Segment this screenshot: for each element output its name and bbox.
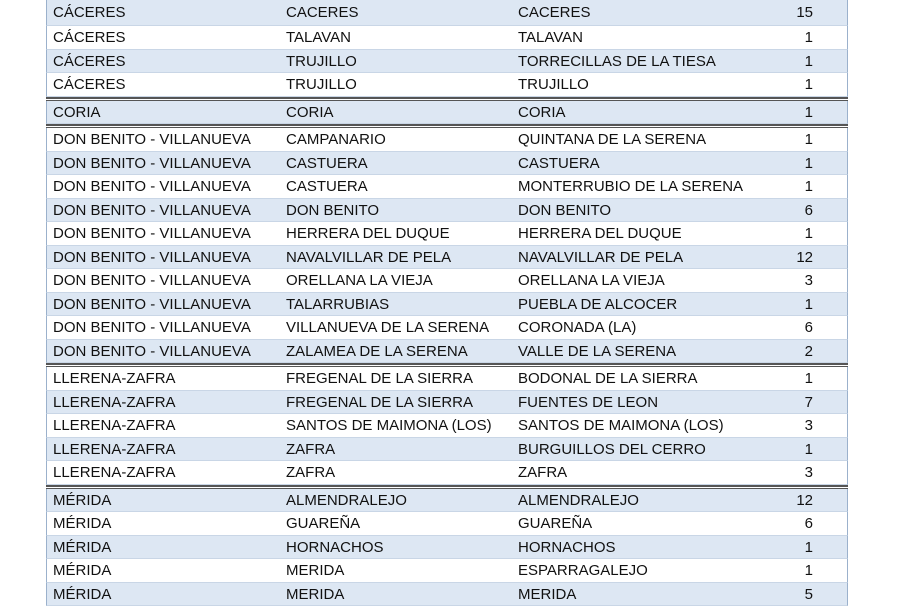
count-cell: 1 [767, 438, 827, 462]
area-cell: DON BENITO - VILLANUEVA [53, 293, 281, 317]
town-cell: CASTUERA [518, 152, 768, 176]
town-cell: CACERES [518, 0, 768, 26]
count-cell: 7 [767, 391, 827, 415]
count-cell: 1 [767, 26, 827, 50]
table-row [46, 175, 848, 199]
table-row [46, 73, 848, 97]
count-cell: 3 [767, 461, 827, 485]
area-cell: CÁCERES [53, 73, 281, 97]
zone-cell: ALMENDRALEJO [286, 489, 514, 513]
area-cell: LLERENA-ZAFRA [53, 438, 281, 462]
area-cell: MÉRIDA [53, 489, 281, 513]
zone-cell: MERIDA [286, 583, 514, 606]
area-cell: DON BENITO - VILLANUEVA [53, 199, 281, 223]
count-cell: 6 [767, 316, 827, 340]
town-cell: BURGUILLOS DEL CERRO [518, 438, 768, 462]
area-cell: DON BENITO - VILLANUEVA [53, 316, 281, 340]
zone-cell: CAMPANARIO [286, 128, 514, 152]
area-cell: CÁCERES [53, 50, 281, 74]
zone-cell: TRUJILLO [286, 50, 514, 74]
area-cell: CORIA [53, 101, 281, 125]
table-row [46, 316, 848, 340]
table-row [46, 536, 848, 560]
town-cell: DON BENITO [518, 199, 768, 223]
table-row [46, 26, 848, 50]
area-cell: DON BENITO - VILLANUEVA [53, 152, 281, 176]
area-cell: LLERENA-ZAFRA [53, 367, 281, 391]
area-cell: MÉRIDA [53, 559, 281, 583]
table-row [46, 101, 848, 125]
area-cell: LLERENA-ZAFRA [53, 391, 281, 415]
data-table [46, 0, 848, 606]
town-cell: BODONAL DE LA SIERRA [518, 367, 768, 391]
count-cell: 6 [767, 199, 827, 223]
count-cell: 15 [767, 0, 827, 26]
table-row [46, 559, 848, 583]
town-cell: MONTERRUBIO DE LA SERENA [518, 175, 768, 199]
table-row [46, 367, 848, 391]
area-cell: CÁCERES [53, 26, 281, 50]
count-cell: 1 [767, 175, 827, 199]
town-cell: ESPARRAGALEJO [518, 559, 768, 583]
area-cell: DON BENITO - VILLANUEVA [53, 269, 281, 293]
count-cell: 1 [767, 128, 827, 152]
area-cell: MÉRIDA [53, 512, 281, 536]
town-cell: ALMENDRALEJO [518, 489, 768, 513]
town-cell: TORRECILLAS DE LA TIESA [518, 50, 768, 74]
town-cell: ORELLANA LA VIEJA [518, 269, 768, 293]
count-cell: 1 [767, 536, 827, 560]
count-cell: 1 [767, 73, 827, 97]
table-row [46, 50, 848, 74]
table-row [46, 293, 848, 317]
table-row [46, 0, 848, 26]
town-cell: VALLE DE LA SERENA [518, 340, 768, 364]
area-cell: LLERENA-ZAFRA [53, 461, 281, 485]
area-cell: DON BENITO - VILLANUEVA [53, 128, 281, 152]
area-cell: DON BENITO - VILLANUEVA [53, 246, 281, 270]
table-row [46, 438, 848, 462]
table-row [46, 391, 848, 415]
area-cell: DON BENITO - VILLANUEVA [53, 340, 281, 364]
zone-cell: ZAFRA [286, 461, 514, 485]
zone-cell: FREGENAL DE LA SIERRA [286, 367, 514, 391]
zone-cell: CORIA [286, 101, 514, 125]
table-row [46, 199, 848, 223]
zone-cell: HORNACHOS [286, 536, 514, 560]
area-cell: MÉRIDA [53, 536, 281, 560]
table-row [46, 269, 848, 293]
town-cell: CORONADA (LA) [518, 316, 768, 340]
count-cell: 2 [767, 340, 827, 364]
zone-cell: TALAVAN [286, 26, 514, 50]
zone-cell: SANTOS DE MAIMONA (LOS) [286, 414, 514, 438]
zone-cell: MERIDA [286, 559, 514, 583]
count-cell: 1 [767, 367, 827, 391]
town-cell: NAVALVILLAR DE PELA [518, 246, 768, 270]
zone-cell: CASTUERA [286, 152, 514, 176]
town-cell: QUINTANA DE LA SERENA [518, 128, 768, 152]
zone-cell: ZALAMEA DE LA SERENA [286, 340, 514, 364]
count-cell: 3 [767, 414, 827, 438]
count-cell: 1 [767, 559, 827, 583]
area-cell: LLERENA-ZAFRA [53, 414, 281, 438]
table-row [46, 128, 848, 152]
table-row [46, 583, 848, 606]
zone-cell: CASTUERA [286, 175, 514, 199]
zone-cell: DON BENITO [286, 199, 514, 223]
count-cell: 1 [767, 293, 827, 317]
area-cell: CÁCERES [53, 0, 281, 26]
zone-cell: ORELLANA LA VIEJA [286, 269, 514, 293]
table-row [46, 222, 848, 246]
town-cell: MERIDA [518, 583, 768, 606]
count-cell: 3 [767, 269, 827, 293]
count-cell: 12 [767, 246, 827, 270]
zone-cell: FREGENAL DE LA SIERRA [286, 391, 514, 415]
town-cell: CORIA [518, 101, 768, 125]
count-cell: 1 [767, 50, 827, 74]
zone-cell: HERRERA DEL DUQUE [286, 222, 514, 246]
town-cell: TALAVAN [518, 26, 768, 50]
area-cell: DON BENITO - VILLANUEVA [53, 222, 281, 246]
area-cell: DON BENITO - VILLANUEVA [53, 175, 281, 199]
town-cell: HERRERA DEL DUQUE [518, 222, 768, 246]
table-row [46, 461, 848, 485]
count-cell: 6 [767, 512, 827, 536]
area-cell: MÉRIDA [53, 583, 281, 606]
zone-cell: CACERES [286, 0, 514, 26]
count-cell: 5 [767, 583, 827, 606]
count-cell: 12 [767, 489, 827, 513]
count-cell: 1 [767, 152, 827, 176]
table-row [46, 414, 848, 438]
table-row [46, 246, 848, 270]
town-cell: PUEBLA DE ALCOCER [518, 293, 768, 317]
town-cell: FUENTES DE LEON [518, 391, 768, 415]
table-row [46, 512, 848, 536]
town-cell: GUAREÑA [518, 512, 768, 536]
zone-cell: TRUJILLO [286, 73, 514, 97]
table-row [46, 489, 848, 513]
town-cell: ZAFRA [518, 461, 768, 485]
zone-cell: NAVALVILLAR DE PELA [286, 246, 514, 270]
zone-cell: GUAREÑA [286, 512, 514, 536]
town-cell: SANTOS DE MAIMONA (LOS) [518, 414, 768, 438]
count-cell: 1 [767, 101, 827, 125]
town-cell: TRUJILLO [518, 73, 768, 97]
zone-cell: ZAFRA [286, 438, 514, 462]
town-cell: HORNACHOS [518, 536, 768, 560]
table-row [46, 340, 848, 364]
zone-cell: VILLANUEVA DE LA SERENA [286, 316, 514, 340]
table-row [46, 152, 848, 176]
count-cell: 1 [767, 222, 827, 246]
zone-cell: TALARRUBIAS [286, 293, 514, 317]
